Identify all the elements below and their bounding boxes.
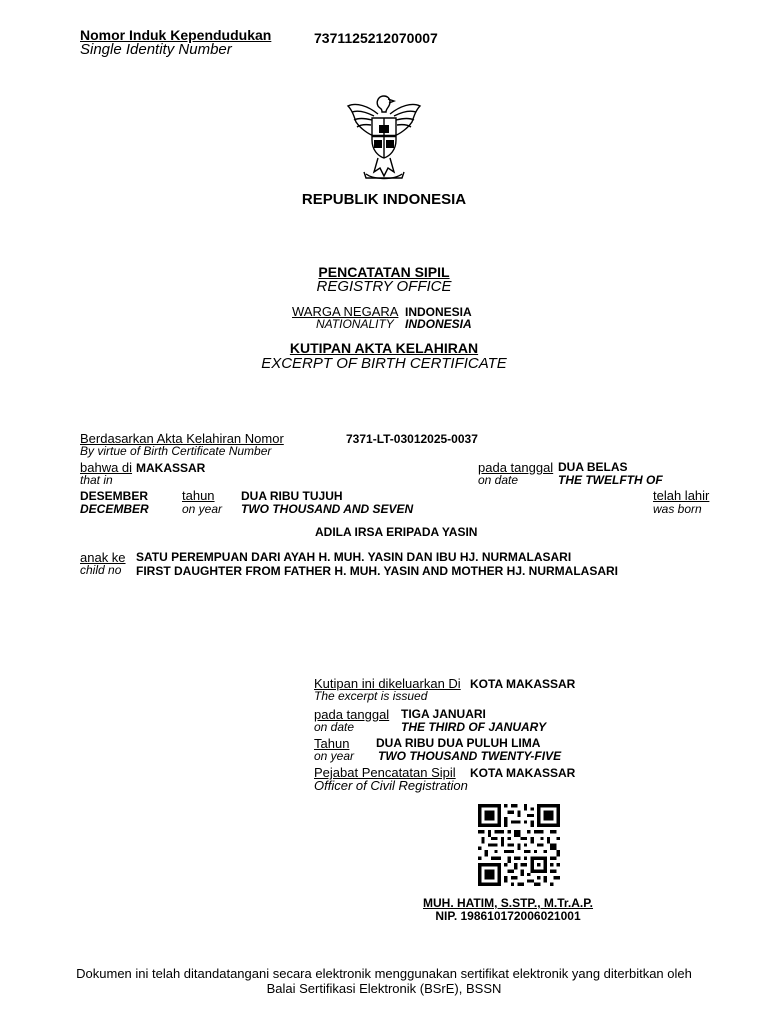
issue-year-value: DUA RIBU DUA PULUH LIMA <box>376 736 541 750</box>
signatory-nip: NIP. 198610172006021001 <box>435 909 581 923</box>
nationality-label-en: NATIONALITY <box>316 317 394 331</box>
garuda-pancasila-emblem-icon <box>344 92 424 188</box>
child-name: ADILA IRSA ERIPADA YASIN <box>315 525 478 539</box>
office-title: PENCATATAN SIPIL <box>318 264 450 280</box>
qr-code-icon[interactable] <box>478 804 560 886</box>
child-order-label: anak ke <box>80 550 126 565</box>
child-order-label-en: child no <box>80 563 122 577</box>
nik-label: Nomor Induk Kependudukan <box>80 27 272 43</box>
issued-label-en: The excerpt is issued <box>314 689 428 703</box>
birth-month-value-en: DECEMBER <box>80 502 149 516</box>
document-title: KUTIPAN AKTA KELAHIRAN <box>289 340 479 356</box>
issue-year-label: Tahun <box>314 736 350 751</box>
nationality-value: INDONESIA <box>405 305 472 319</box>
birth-year-value: DUA RIBU TUJUH <box>241 489 343 503</box>
issue-date-label: pada tanggal <box>314 707 390 722</box>
officer-label: Pejabat Pencatatan Sipil <box>314 765 456 780</box>
signatory-name: MUH. HATIM, S.STP., M.Tr.A.P. <box>422 896 594 910</box>
footer-line-2: Balai Sertifikasi Elektronik (BSrE), BSSN <box>266 981 502 996</box>
nationality-label: WARGA NEGARA <box>292 304 399 319</box>
birth-place-label-en: that in <box>80 473 113 487</box>
child-order-value-en: FIRST DAUGHTER FROM FATHER H. MUH. YASIN AND MOTHER HJ. NURMALASARI <box>136 564 619 578</box>
child-order-value: SATU PEREMPUAN DARI AYAH H. MUH. YASIN DAN IBU HJ. NURMALASARI <box>136 550 572 564</box>
issued-label: Kutipan ini dikeluarkan Di <box>314 676 461 691</box>
born-label: telah lahir <box>653 488 710 503</box>
birth-year-label-en: on year <box>182 502 223 516</box>
cert-number-label: Berdasarkan Akta Kelahiran Nomor <box>80 431 284 446</box>
cert-number-label-en: By virtue of Birth Certificate Number <box>80 444 272 458</box>
issued-place-value: KOTA MAKASSAR <box>470 677 576 691</box>
officer-label-en: Officer of Civil Registration <box>314 778 468 793</box>
issue-year-label-en: on year <box>314 749 355 763</box>
birth-date-value-en: THE TWELFTH OF <box>558 473 663 487</box>
issue-date-value-en: THE THIRD OF JANUARY <box>401 720 547 734</box>
document-title-en: EXCERPT OF BIRTH CERTIFICATE <box>261 355 507 372</box>
birth-date-label-en: on date <box>478 473 519 487</box>
republic-title: REPUBLIK INDONESIA <box>301 191 467 208</box>
birth-year-value-en: TWO THOUSAND AND SEVEN <box>241 502 414 516</box>
issue-year-value-en: TWO THOUSAND TWENTY-FIVE <box>378 749 562 763</box>
birth-date-label: pada tanggal <box>478 460 554 475</box>
birth-date-value: DUA BELAS <box>558 460 628 474</box>
nik-value: 7371125212070007 <box>314 30 438 46</box>
cert-number-value: 7371-LT-03012025-0037 <box>346 432 478 446</box>
officer-value: KOTA MAKASSAR <box>470 766 576 780</box>
born-label-en: was born <box>653 502 702 516</box>
birth-year-label: tahun <box>182 488 215 503</box>
issue-date-value: TIGA JANUARI <box>401 707 486 721</box>
nik-label-en: Single Identity Number <box>80 41 232 58</box>
office-title-en: REGISTRY OFFICE <box>316 278 452 295</box>
nationality-value-en: INDONESIA <box>405 317 472 331</box>
issue-date-label-en: on date <box>314 720 355 734</box>
footer-line-1: Dokumen ini telah ditandatangani secara elektronik menggunakan sertifikat elektronik yang diterbitkan oleh <box>76 966 692 981</box>
birth-place-label: bahwa di <box>80 460 133 475</box>
birth-place-value: MAKASSAR <box>136 461 206 475</box>
birth-month-value: DESEMBER <box>80 489 149 503</box>
